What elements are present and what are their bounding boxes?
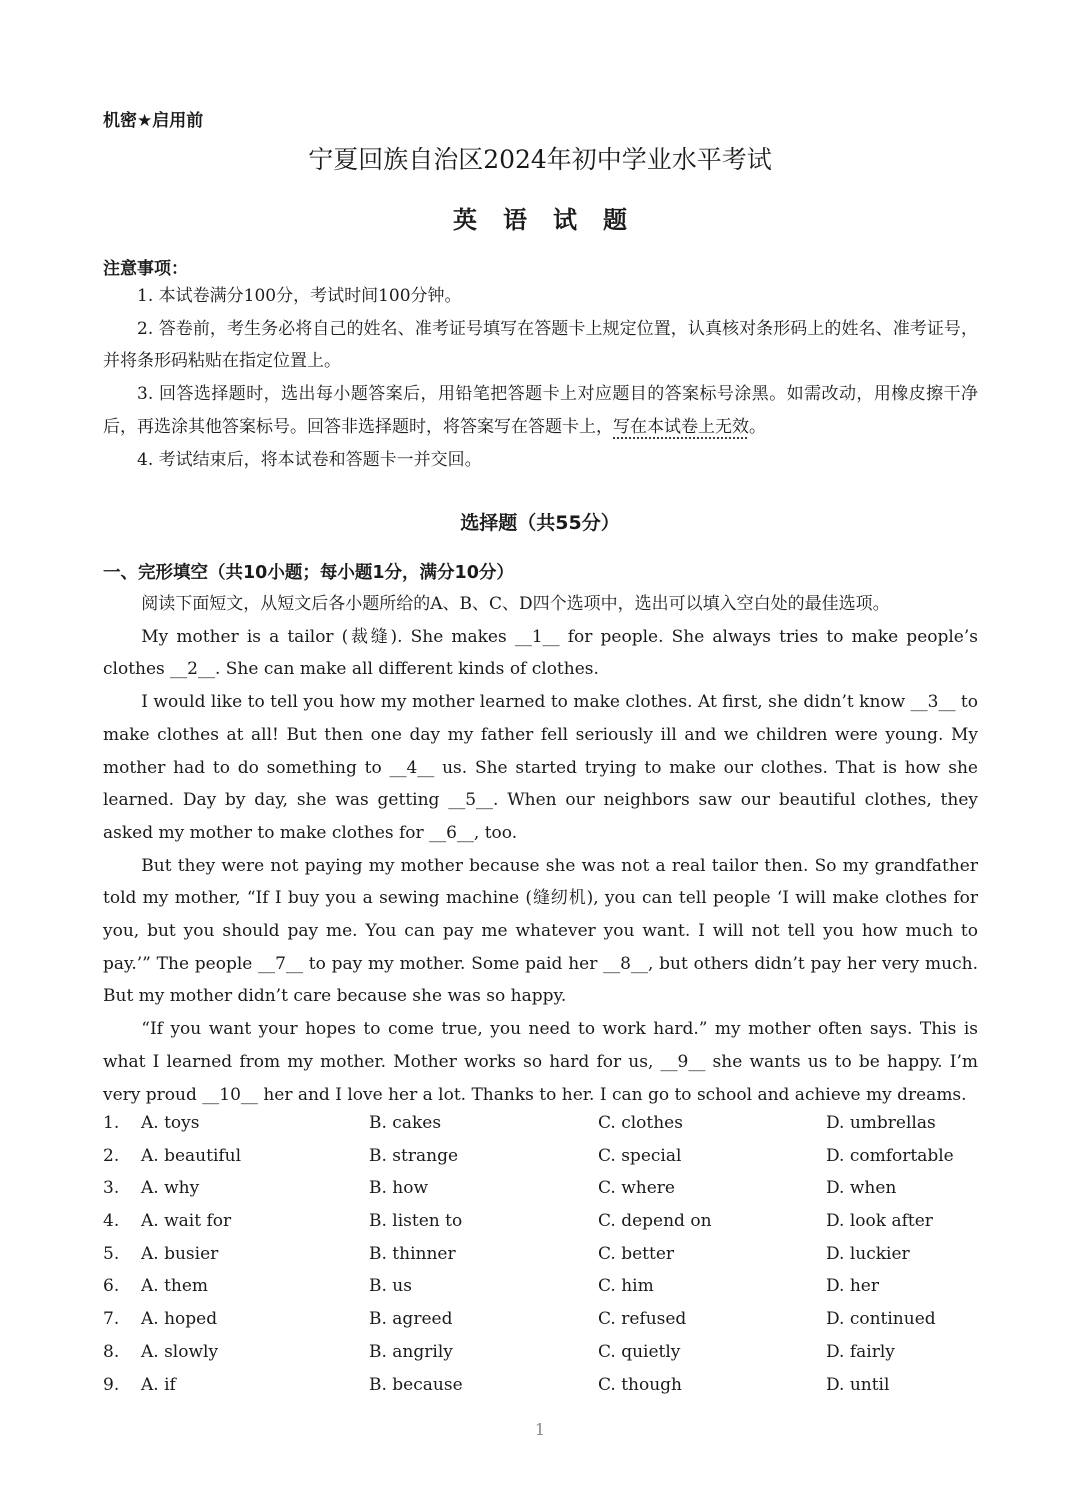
notes-item-3-emphasis: 写在本试卷上无效 <box>613 416 749 437</box>
passage-paragraph: “If you want your hopes to come true, you need to work hard.” my mother often says. This is what I learned from my mother. Mother works so hard for us, __9__ she wants us to be happy. I’m very proud __10__ her and I love her a lot. Thanks to her. I can go to school and achieve my dreams. <box>103 1019 978 1105</box>
option-c: C. him <box>598 1276 654 1297</box>
option-c: C. quietly <box>598 1341 681 1362</box>
passage-paragraph: I would like to tell you how my mother learned to make clothes. At first, she didn’t know __3__ to make clothes at all! But then one day my father fell seriously ill and we children were young. My mother had to do something to __4__ us. She started trying to make our clothes. That is how she learned. Day by day, she was getting __5__. When our neighbors saw our beautiful clothes, they asked my mother to make clothes for __6__, too. <box>103 692 978 843</box>
notes-heading: 注意事项： <box>103 259 188 279</box>
option-b: B. agreed <box>369 1309 453 1330</box>
option-row <box>103 1369 1003 1402</box>
option-b: B. listen to <box>369 1211 463 1232</box>
option-a: A. beautiful <box>141 1145 242 1166</box>
notes-item-3-end: 。 <box>749 416 766 437</box>
option-b: B. cakes <box>369 1113 442 1133</box>
option-a: A. wait for <box>141 1211 232 1232</box>
option-d: D. her <box>826 1276 879 1297</box>
option-b: B. how <box>369 1178 429 1199</box>
passage-paragraph: My mother is a tailor (裁缝). She makes __1__ for people. She always tries to make people’s clothes __2__. She can make all different kinds of clothes. <box>103 626 978 680</box>
option-row <box>103 1270 1003 1303</box>
notes-item-3-text: 3. 回答选择题时，选出每小题答案后，用铅笔把答题卡上对应题目的答案标号涂黑。如需改动，用橡皮擦干净后，再选涂其他答案标号。回答非选择题时，将答案写在答题卡上， <box>103 384 978 437</box>
question-number: 8. <box>103 1341 120 1362</box>
option-a: A. slowly <box>141 1341 219 1362</box>
option-c: C. better <box>598 1243 675 1264</box>
option-row <box>103 1205 1003 1238</box>
option-c: C. depend on <box>598 1211 712 1232</box>
page-number: 1 <box>534 1420 546 1439</box>
option-d: D. when <box>826 1178 897 1199</box>
option-d: D. comfortable <box>826 1145 954 1166</box>
option-a: A. why <box>141 1178 200 1199</box>
option-d: D. fairly <box>826 1341 895 1362</box>
confidential-label: 机密★启用前 <box>103 111 204 131</box>
notes-item-1: 1. 本试卷满分100分，考试时间100分钟。 <box>137 286 462 306</box>
cloze-instruction: 阅读下面短文，从短文后各小题所给的A、B、C、D四个选项中，选出可以填入空白处的最佳选项。 <box>141 594 890 614</box>
notes-item-4: 4. 考试结束后，将本试卷和答题卡一并交回。 <box>137 449 482 470</box>
question-number: 9. <box>103 1374 120 1395</box>
option-c: C. where <box>598 1178 675 1199</box>
exam-title: 宁夏回族自治区2024年初中学业水平考试 <box>308 145 772 174</box>
question-number: 5. <box>103 1243 120 1264</box>
option-d: D. look after <box>826 1211 933 1232</box>
option-a: A. hoped <box>141 1309 218 1330</box>
notes-list <box>103 280 978 476</box>
subject-title: 英语试题 <box>453 206 653 234</box>
option-row <box>103 1238 1003 1271</box>
option-row <box>103 1172 1003 1205</box>
section-heading: 选择题（共55分） <box>460 512 620 534</box>
question-number: 4. <box>103 1211 120 1232</box>
option-c: C. clothes <box>598 1113 683 1133</box>
cloze-passage <box>103 588 978 1111</box>
option-a: A. them <box>141 1276 209 1297</box>
question-number: 7. <box>103 1309 120 1330</box>
option-c: C. special <box>598 1145 682 1166</box>
passage-paragraph: But they were not paying my mother because she was not a real tailor then. So my grandfather told my mother, “If I buy you a sewing machine (缝纫机), you can tell people ‘I will make clothes for you, but you should pay me. You can pay me whatever you want. I will not tell you how much to pay.’” The people __7__ to pay my mother. Some paid her __8__, but others didn’t pay her very much. But my mother didn’t care because she was so happy. <box>103 855 978 1007</box>
option-a: A. toys <box>141 1113 200 1133</box>
question-number: 3. <box>103 1178 120 1199</box>
question-number: 6. <box>103 1276 120 1297</box>
option-b: B. thinner <box>369 1243 456 1264</box>
option-row <box>103 1107 1003 1140</box>
notes-item-2: 2. 答卷前，考生务必将自己的姓名、准考证号填写在答题卡上规定位置，认真核对条形码上的姓名、准考证号，并将条形码粘贴在指定位置上。 <box>103 318 978 372</box>
option-d: D. until <box>826 1374 890 1395</box>
notes-item-3 <box>103 378 978 443</box>
option-a: A. busier <box>141 1243 219 1264</box>
option-b: B. us <box>369 1276 412 1297</box>
option-b: B. angrily <box>369 1341 453 1362</box>
option-a: A. if <box>141 1374 176 1395</box>
options-list <box>103 1107 1003 1401</box>
option-c: C. though <box>598 1374 683 1395</box>
option-b: B. strange <box>369 1145 459 1166</box>
option-row <box>103 1140 1003 1173</box>
option-d: D. umbrellas <box>826 1113 936 1133</box>
option-row <box>103 1336 1003 1369</box>
part1-heading: 一、完形填空（共10小题；每小题1分，满分10分） <box>103 563 514 583</box>
question-number: 1. <box>103 1113 120 1133</box>
option-c: C. refused <box>598 1309 687 1330</box>
option-b: B. because <box>369 1374 463 1395</box>
option-d: D. luckier <box>826 1243 910 1264</box>
option-d: D. continued <box>826 1309 936 1330</box>
option-row <box>103 1303 1003 1336</box>
question-number: 2. <box>103 1145 120 1166</box>
